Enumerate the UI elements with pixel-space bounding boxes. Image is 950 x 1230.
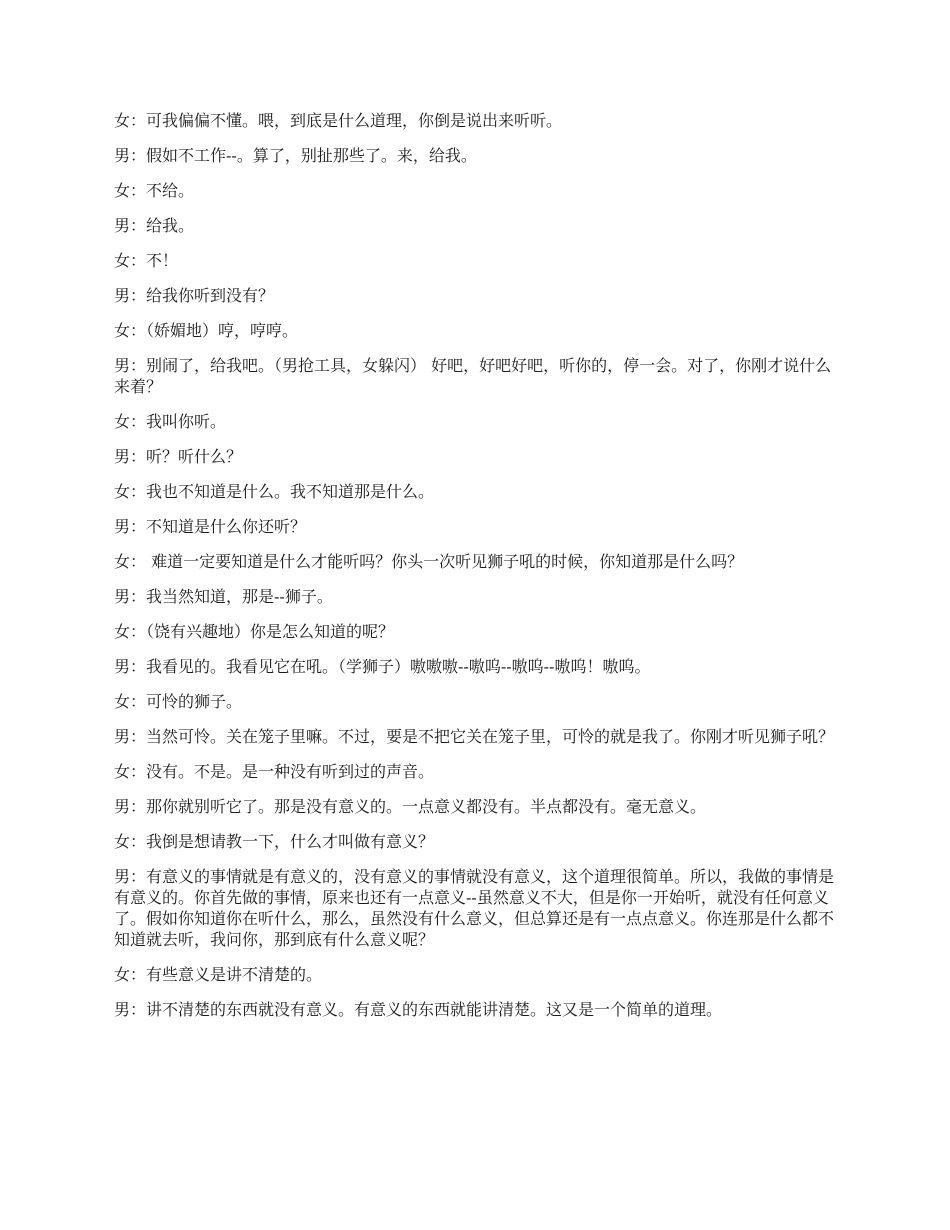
dialogue-line-24: 男：讲不清楚的东西就没有意义。有意义的东西就能讲清楚。这又是一个简单的道理。 <box>114 1000 723 1019</box>
dialogue-line-15: 女：（饶有兴趣地）你是怎么知道的呢？ <box>114 622 395 641</box>
dialogue-line-21: 女：我倒是想请教一下，什么才叫做有意义？ <box>114 832 435 851</box>
dialogue-line-3: 女：不给。 <box>114 181 195 200</box>
dialogue-line-11: 女：我也不知道是什么。我不知道那是什么。 <box>114 482 435 501</box>
dialogue-line-7: 女：（娇媚地）哼，哼哼。 <box>114 321 299 340</box>
dialogue-line-12: 男：不知道是什么你还听？ <box>114 517 307 536</box>
dialogue-line-10: 男：听？听什么？ <box>114 447 243 466</box>
dialogue-line-8: 男：别闹了，给我吧。（男抢工具，女躲闪） 好吧，好吧好吧，听你的，停一会。对了，你刚才说什么来着？ <box>114 356 832 396</box>
dialogue-line-17: 女：可怜的狮子。 <box>114 692 243 711</box>
dialogue-line-23: 女：有些意义是讲不清楚的。 <box>114 965 323 984</box>
dialogue-line-5: 女：不！ <box>114 251 179 270</box>
dialogue-line-2: 男：假如不工作--。算了，别扯那些了。来，给我。 <box>114 146 477 165</box>
dialogue-line-18: 男：当然可怜。关在笼子里嘛。不过，要是不把它关在笼子里，可怜的就是我了。你刚才听见狮子吼？ <box>114 727 835 746</box>
dialogue-line-14: 男：我当然知道，那是--狮子。 <box>114 587 333 606</box>
dialogue-line-1: 女：可我偏偏不懂。喂，到底是什么道理，你倒是说出来听听。 <box>114 111 563 130</box>
dialogue-line-9: 女：我叫你听。 <box>114 412 227 431</box>
dialogue-line-13: 女： 难道一定要知道是什么才能听吗？你头一次听见狮子吼的时候，你知道那是什么吗？ <box>114 552 744 571</box>
dialogue-line-20: 男：那你就别听它了。那是没有意义的。一点意义都没有。半点都没有。毫无意义。 <box>114 797 707 816</box>
dialogue-text <box>114 110 842 1034</box>
dialogue-line-4: 男：给我。 <box>114 216 195 235</box>
dialogue-line-6: 男：给我你听到没有？ <box>114 286 275 305</box>
dialogue-line-19: 女：没有。不是。是一种没有听到过的声音。 <box>114 762 435 781</box>
dialogue-line-22: 男：有意义的事情就是有意义的，没有意义的事情就没有意义，这个道理很简单。所以，我做的事情是有意义的。你首先做的事情，原来也还有一点意义--虽然意义不大，但是你一开始听，就没有任何意义了。假如你知道你在听什么，那么，虽然没有什么意义，但总算还是有一点点意义。你连那是什么都不知道就去听，我问你，那到底有什么意义呢？ <box>114 867 835 949</box>
dialogue-line-16: 男：我看见的。我看见它在吼。（学狮子）嗷嗷嗷--嗷呜--嗷呜--嗷呜！嗷呜。 <box>114 657 651 676</box>
